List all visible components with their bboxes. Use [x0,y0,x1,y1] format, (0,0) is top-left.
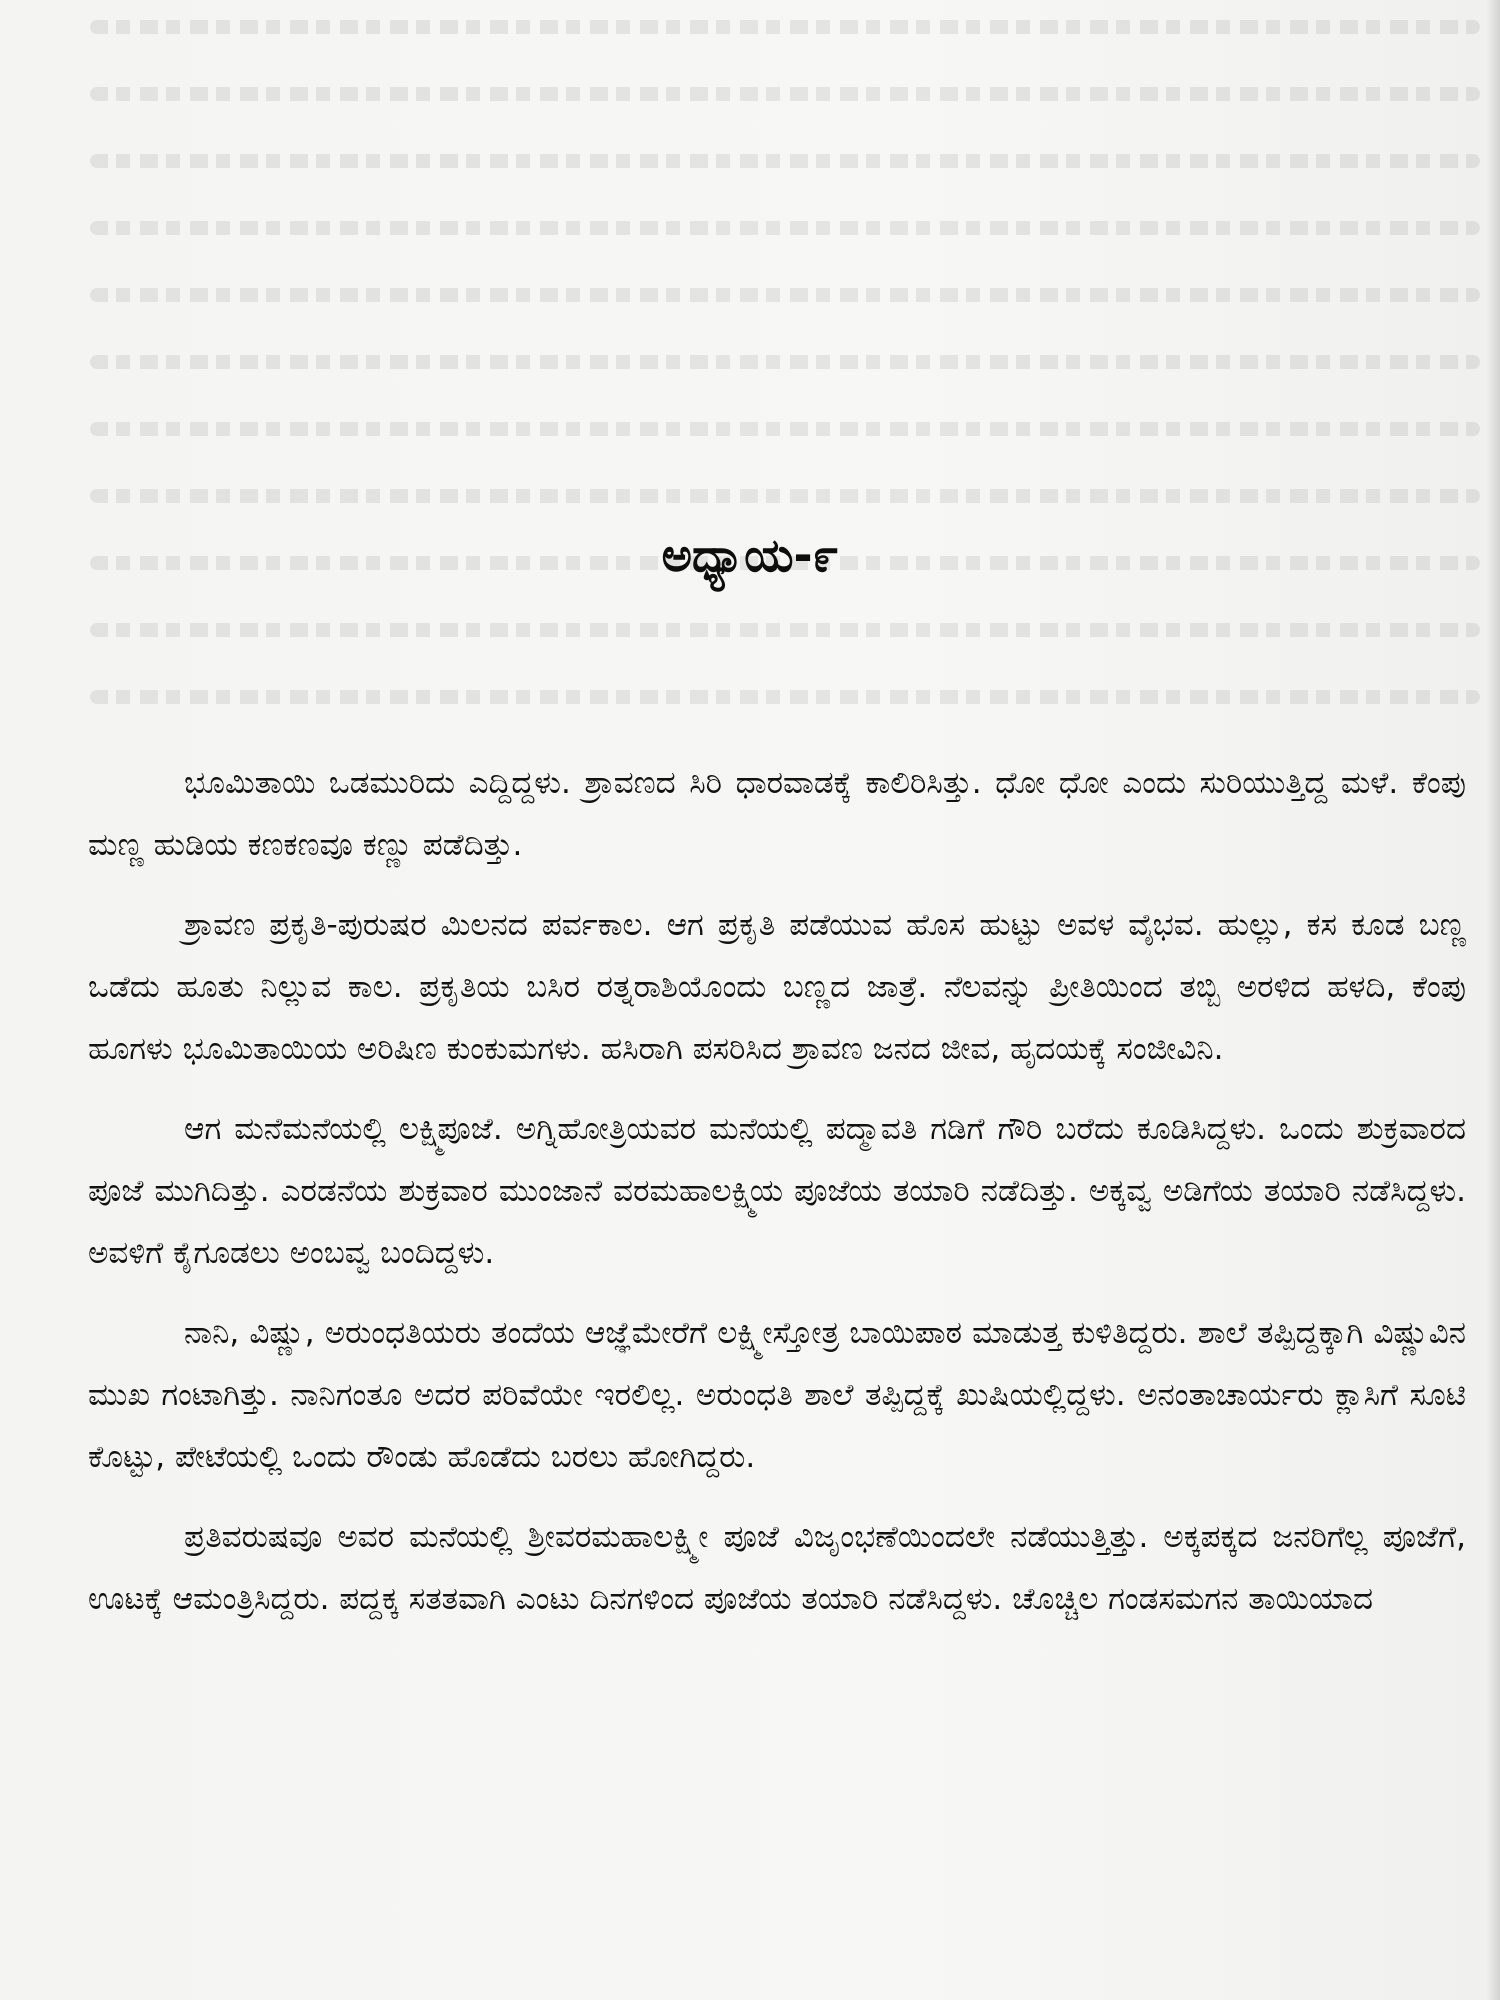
paragraph-3: ಆಗ ಮನೆಮನೆಯಲ್ಲಿ ಲಕ್ಷ್ಮಿಪೂಜೆ. ಅಗ್ನಿಹೋತ್ರಿಯವರ ಮನೆಯಲ್ಲಿ ಪದ್ಮಾವತಿ ಗಡಿಗೆ ಗೌರಿ ಬರೆದು ಕೂಡಿಸಿದ್ದಳು. ಒಂದು ಶುಕ್ರವಾರದ ಪೂಜೆ ಮುಗಿದಿತ್ತು. ಎರಡನೆಯ ಶುಕ್ರವಾರ ಮುಂಜಾನೆ ವರಮಹಾಲಕ್ಷ್ಮಿಯ ಪೂಜೆಯ ತಯಾರಿ ನಡೆದಿತ್ತು. ಅಕ್ಕವ್ವ ಅಡಿಗೆಯ ತಯಾರಿ ನಡೆಸಿದ್ದಳು. ಅವಳಿಗೆ ಕೈಗೂಡಲು ಅಂಬವ್ವ ಬಂದಿದ್ದಳು. [88,1111,1466,1271]
chapter-body [88,752,1466,1648]
paragraph-2: ಶ್ರಾವಣ ಪ್ರಕೃತಿ-ಪುರುಷರ ಮಿಲನದ ಪರ್ವಕಾಲ. ಆಗ ಪ್ರಕೃತಿ ಪಡೆಯುವ ಹೊಸ ಹುಟ್ಟು ಅವಳ ವೈಭವ. ಹುಲ್ಲು, ಕಸ ಕೂಡ ಬಣ್ಣ ಒಡೆದು ಹೂತು ನಿಲ್ಲುವ ಕಾಲ. ಪ್ರಕೃತಿಯ ಬಸಿರ ರತ್ನರಾಶಿಯೊಂದು ಬಣ್ಣದ ಜಾತ್ರೆ. ನೆಲವನ್ನು ಪ್ರೀತಿಯಿಂದ ತಬ್ಬಿ ಅರಳಿದ ಹಳದಿ, ಕೆಂಪು ಹೂಗಳು ಭೂಮಿತಾಯಿಯ ಅರಿಷಿಣ ಕುಂಕುಮಗಳು. ಹಸಿರಾಗಿ ಪಸರಿಸಿದ ಶ್ರಾವಣ ಜನದ ಜೀವ, ಹೃದಯಕ್ಕೆ ಸಂಜೀವಿನಿ. [88,907,1466,1067]
paragraph-4: ನಾನಿ, ವಿಷ್ಣು, ಅರುಂಧತಿಯರು ತಂದೆಯ ಆಜ್ಞೆಮೇರೆಗೆ ಲಕ್ಷ್ಮೀಸ್ತೋತ್ರ ಬಾಯಿಪಾಠ ಮಾಡುತ್ತ ಕುಳಿತಿದ್ದರು. ಶಾಲೆ ತಪ್ಪಿದ್ದಕ್ಕಾಗಿ ವಿಷ್ಣುವಿನ ಮುಖ ಗಂಟಾಗಿತ್ತು. ನಾನಿಗಂತೂ ಅದರ ಪರಿವೆಯೇ ಇರಲಿಲ್ಲ. ಅರುಂಧತಿ ಶಾಲೆ ತಪ್ಪಿದ್ದಕ್ಕೆ ಖುಷಿಯಲ್ಲಿದ್ದಳು. ಅನಂತಾಚಾರ್ಯರು ಕ್ಲಾಸಿಗೆ ಸೂಟಿ ಕೊಟ್ಟು, ಪೇಟೆಯಲ್ಲಿ ಒಂದು ರೌಂಡು ಹೊಡೆದು ಬರಲು ಹೋಗಿದ್ದರು. [88,1315,1466,1475]
show-through-text [90,20,1480,740]
page-edge-shadow [1486,0,1500,2000]
paragraph-5: ಪ್ರತಿವರುಷವೂ ಅವರ ಮನೆಯಲ್ಲಿ ಶ್ರೀವರಮಹಾಲಕ್ಷ್ಮೀ ಪೂಜೆ ವಿಜೃಂಭಣೆಯಿಂದಲೇ ನಡೆಯುತ್ತಿತ್ತು. ಅಕ್ಕಪಕ್ಕದ ಜನರಿಗೆಲ್ಲ ಪೂಜೆಗೆ, ಊಟಕ್ಕೆ ಆಮಂತ್ರಿಸಿದ್ದರು. ಪದ್ದಕ್ಕ ಸತತವಾಗಿ ಎಂಟು ದಿನಗಳಿಂದ ಪೂಜೆಯ ತಯಾರಿ ನಡೆಸಿದ್ದಳು. ಚೊಚ್ಚಿಲ ಗಂಡಸಮಗನ ತಾಯಿಯಾದ [88,1519,1466,1617]
paragraph-1: ಭೂಮಿತಾಯಿ ಒಡಮುರಿದು ಎದ್ದಿದ್ದಳು. ಶ್ರಾವಣದ ಸಿರಿ ಧಾರವಾಡಕ್ಕೆ ಕಾಲಿರಿಸಿತ್ತು. ಧೋ ಧೋ ಎಂದು ಸುರಿಯುತ್ತಿದ್ದ ಮಳೆ. ಕೆಂಪು ಮಣ್ಣ ಹುಡಿಯ ಕಣಕಣವೂ ಕಣ್ಣು ಪಡೆದಿತ್ತು. [88,765,1466,863]
chapter-title: ಅಧ್ಯಾಯ-೯ [661,528,839,582]
